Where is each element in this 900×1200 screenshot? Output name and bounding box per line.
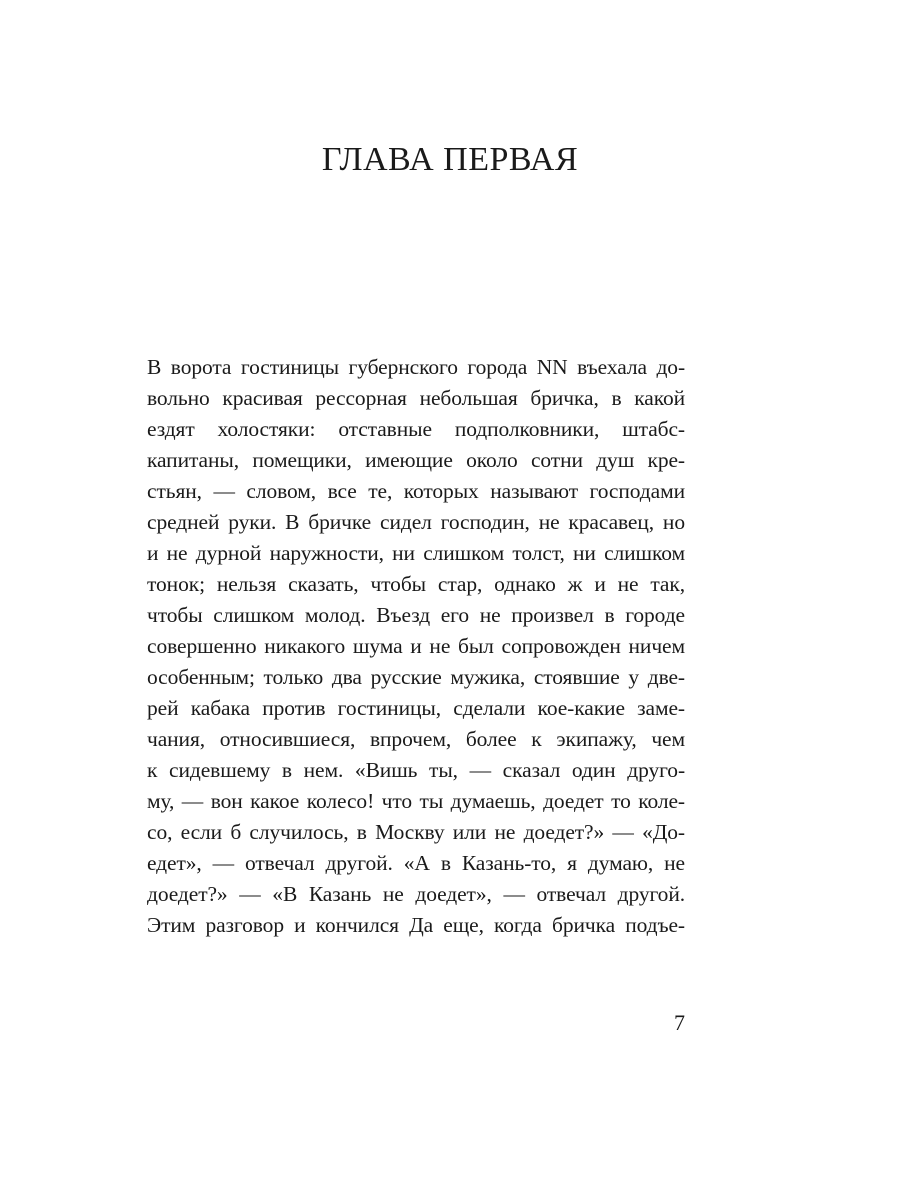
text-line: капитаны, помещики, имеющие около сотни душ кре- [147,448,685,472]
text-line: стьян, — словом, все те, которых называют господами [147,479,685,503]
text-line: чтобы слишком молод. Въезд его не произвел в городе [147,603,685,627]
text-line: едет», — отвечал другой. «А в Казань-то, я думаю, не [147,851,685,875]
text-line: чания, относившиеся, впрочем, более к экипажу, чем [147,727,685,751]
text-line: особенным; только два русские мужика, стоявшие у две- [147,665,685,689]
page-number: 7 [674,1010,685,1035]
text-line: средней руки. В бричке сидел господин, не красавец, но [147,510,685,534]
text-line: доедет?» — «В Казань не доедет», — отвечал другой. [147,882,685,906]
chapter-title: ГЛАВА ПЕРВАЯ [321,141,579,178]
body-text [147,352,685,941]
text-line: вольно красивая рессорная небольшая бричка, в какой [147,386,685,410]
text-line: му, — вон какое колесо! что ты думаешь, доедет то коле- [147,789,685,813]
text-line: со, если б случилось, в Москву или не доедет?» — «До- [147,820,685,844]
text-line: к сидевшему в нем. «Вишь ты, — сказал один друго- [147,758,685,782]
text-line: В ворота гостиницы губернского города NN въехала до- [147,355,685,379]
text-line: ездят холостяки: отставные подполковники, штабс- [147,417,685,441]
text-line: тонок; нельзя сказать, чтобы стар, однако ж и не так, [147,572,685,596]
text-line: рей кабака против гостиницы, сделали кое-какие заме- [147,696,685,720]
text-line: Этим разговор и кончился Да еще, когда бричка подъе- [147,913,685,937]
text-line: и не дурной наружности, ни слишком толст, ни слишком [147,541,685,565]
text-line: совершенно никакого шума и не был сопровожден ничем [147,634,685,658]
